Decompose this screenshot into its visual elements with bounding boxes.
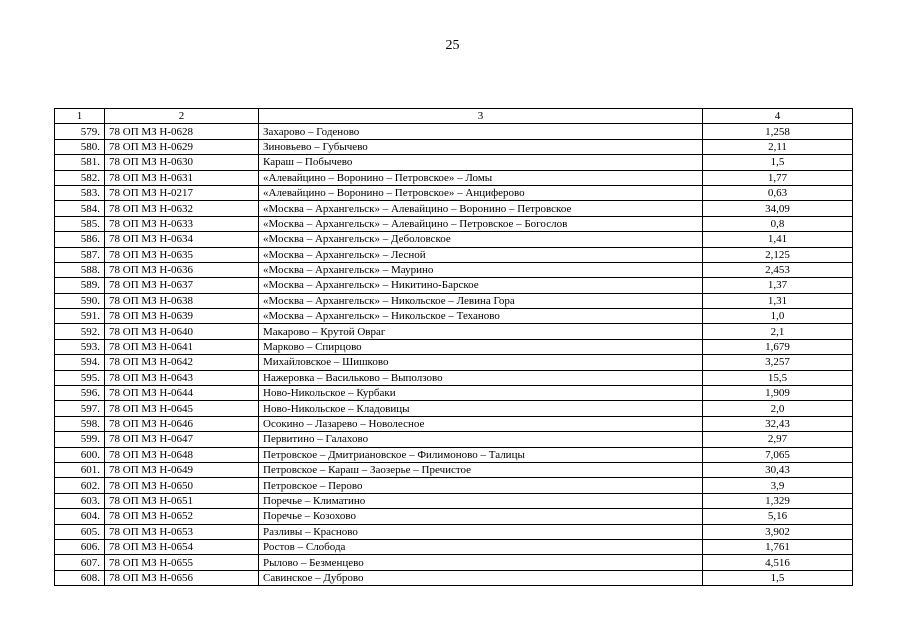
table-row <box>55 216 853 231</box>
road-length-cell: 2,97 <box>703 432 853 447</box>
road-length-cell: 1,329 <box>703 493 853 508</box>
row-number-cell: 589. <box>55 278 105 293</box>
road-length-cell: 1,761 <box>703 539 853 554</box>
road-code-cell: 78 ОП МЗ Н-0629 <box>105 139 259 154</box>
road-code-cell: 78 ОП МЗ Н-0628 <box>105 124 259 139</box>
row-number-cell: 584. <box>55 201 105 216</box>
road-name-cell: Петровское – Караш – Заозерье – Пречистое <box>259 462 703 477</box>
row-number-cell: 607. <box>55 555 105 570</box>
road-length-cell: 1,31 <box>703 293 853 308</box>
row-number-cell: 590. <box>55 293 105 308</box>
header-col-3: 3 <box>259 109 703 124</box>
road-name-cell: Зиновьево – Губычево <box>259 139 703 154</box>
road-code-cell: 78 ОП МЗ Н-0643 <box>105 370 259 385</box>
table-row <box>55 478 853 493</box>
row-number-cell: 592. <box>55 324 105 339</box>
road-name-cell: Первитино – Галахово <box>259 432 703 447</box>
road-name-cell: «Москва – Архангельск» – Никольское – Теханово <box>259 309 703 324</box>
road-name-cell: «Москва – Архангельск» – Никитино-Барское <box>259 278 703 293</box>
row-number-cell: 581. <box>55 155 105 170</box>
road-length-cell: 2,453 <box>703 262 853 277</box>
row-number-cell: 585. <box>55 216 105 231</box>
road-name-cell: Поречье – Климатино <box>259 493 703 508</box>
road-name-cell: Ростов – Слобода <box>259 539 703 554</box>
table-row <box>55 309 853 324</box>
road-name-cell: Марково – Спирцово <box>259 339 703 354</box>
road-name-cell: «Алевайцино – Воронино – Петровское» – Анциферово <box>259 185 703 200</box>
table-header <box>55 109 853 124</box>
table-row <box>55 416 853 431</box>
road-code-cell: 78 ОП МЗ Н-0652 <box>105 509 259 524</box>
road-code-cell: 78 ОП МЗ Н-0639 <box>105 309 259 324</box>
table-row <box>55 370 853 385</box>
road-code-cell: 78 ОП МЗ Н-0640 <box>105 324 259 339</box>
header-col-4: 4 <box>703 109 853 124</box>
road-code-cell: 78 ОП МЗ Н-0656 <box>105 570 259 585</box>
road-code-cell: 78 ОП МЗ Н-0638 <box>105 293 259 308</box>
row-number-cell: 579. <box>55 124 105 139</box>
table-row <box>55 155 853 170</box>
road-length-cell: 2,1 <box>703 324 853 339</box>
road-name-cell: Поречье – Козохово <box>259 509 703 524</box>
road-code-cell: 78 ОП МЗ Н-0635 <box>105 247 259 262</box>
row-number-cell: 591. <box>55 309 105 324</box>
road-length-cell: 1,5 <box>703 155 853 170</box>
table-row <box>55 339 853 354</box>
row-number-cell: 608. <box>55 570 105 585</box>
table-row <box>55 447 853 462</box>
table-row <box>55 555 853 570</box>
road-code-cell: 78 ОП МЗ Н-0648 <box>105 447 259 462</box>
road-length-cell: 32,43 <box>703 416 853 431</box>
road-code-cell: 78 ОП МЗ Н-0642 <box>105 355 259 370</box>
road-code-cell: 78 ОП МЗ Н-0634 <box>105 232 259 247</box>
row-number-cell: 580. <box>55 139 105 154</box>
table-row <box>55 232 853 247</box>
road-code-cell: 78 ОП МЗ Н-0653 <box>105 524 259 539</box>
row-number-cell: 600. <box>55 447 105 462</box>
table-row <box>55 493 853 508</box>
road-length-cell: 1,37 <box>703 278 853 293</box>
table-row <box>55 355 853 370</box>
road-length-cell: 3,902 <box>703 524 853 539</box>
row-number-cell: 605. <box>55 524 105 539</box>
table-row <box>55 539 853 554</box>
road-length-cell: 2,0 <box>703 401 853 416</box>
road-name-cell: «Алевайцино – Воронино – Петровское» – Ломы <box>259 170 703 185</box>
road-length-cell: 7,065 <box>703 447 853 462</box>
road-name-cell: Караш – Побычево <box>259 155 703 170</box>
road-name-cell: «Москва – Архангельск» – Деболовское <box>259 232 703 247</box>
road-code-cell: 78 ОП МЗ Н-0645 <box>105 401 259 416</box>
road-code-cell: 78 ОП МЗ Н-0647 <box>105 432 259 447</box>
road-code-cell: 78 ОП МЗ Н-0654 <box>105 539 259 554</box>
road-length-cell: 2,125 <box>703 247 853 262</box>
road-name-cell: Нажеровка – Васильково – Выползово <box>259 370 703 385</box>
row-number-cell: 602. <box>55 478 105 493</box>
row-number-cell: 601. <box>55 462 105 477</box>
table-row <box>55 247 853 262</box>
road-code-cell: 78 ОП МЗ Н-0646 <box>105 416 259 431</box>
row-number-cell: 588. <box>55 262 105 277</box>
road-name-cell: Петровское – Перово <box>259 478 703 493</box>
road-name-cell: Разливы – Красново <box>259 524 703 539</box>
header-col-2: 2 <box>105 109 259 124</box>
road-length-cell: 3,257 <box>703 355 853 370</box>
road-name-cell: Осокино – Лазарево – Новолесное <box>259 416 703 431</box>
road-code-cell: 78 ОП МЗ Н-0630 <box>105 155 259 170</box>
road-name-cell: «Москва – Архангельск» – Маурино <box>259 262 703 277</box>
table-row <box>55 170 853 185</box>
road-code-cell: 78 ОП МЗ Н-0632 <box>105 201 259 216</box>
table-row <box>55 324 853 339</box>
road-code-cell: 78 ОП МЗ Н-0633 <box>105 216 259 231</box>
row-number-cell: 582. <box>55 170 105 185</box>
row-number-cell: 597. <box>55 401 105 416</box>
row-number-cell: 594. <box>55 355 105 370</box>
road-length-cell: 1,77 <box>703 170 853 185</box>
table-row <box>55 262 853 277</box>
road-length-cell: 1,679 <box>703 339 853 354</box>
row-number-cell: 593. <box>55 339 105 354</box>
row-number-cell: 583. <box>55 185 105 200</box>
table-row <box>55 401 853 416</box>
road-code-cell: 78 ОП МЗ Н-0217 <box>105 185 259 200</box>
row-number-cell: 604. <box>55 509 105 524</box>
header-row <box>55 109 853 124</box>
road-name-cell: Макарово – Крутой Овраг <box>259 324 703 339</box>
road-code-cell: 78 ОП МЗ Н-0651 <box>105 493 259 508</box>
road-name-cell: Савинское – Дуброво <box>259 570 703 585</box>
row-number-cell: 606. <box>55 539 105 554</box>
road-length-cell: 34,09 <box>703 201 853 216</box>
road-length-cell: 4,516 <box>703 555 853 570</box>
table-row <box>55 185 853 200</box>
road-name-cell: «Москва – Архангельск» – Алевайцино – Петровское – Богослов <box>259 216 703 231</box>
road-name-cell: Михайловское – Шишково <box>259 355 703 370</box>
row-number-cell: 587. <box>55 247 105 262</box>
road-name-cell: Захарово – Годеново <box>259 124 703 139</box>
table-row <box>55 124 853 139</box>
road-name-cell: Ново-Никольское – Курбаки <box>259 386 703 401</box>
row-number-cell: 603. <box>55 493 105 508</box>
road-length-cell: 15,5 <box>703 370 853 385</box>
road-name-cell: «Москва – Архангельск» – Алевайцино – Воронино – Петровское <box>259 201 703 216</box>
road-code-cell: 78 ОП МЗ Н-0631 <box>105 170 259 185</box>
page-number: 25 <box>445 38 460 53</box>
table-row <box>55 386 853 401</box>
road-length-cell: 0,8 <box>703 216 853 231</box>
table-row <box>55 509 853 524</box>
road-length-cell: 3,9 <box>703 478 853 493</box>
road-length-cell: 1,258 <box>703 124 853 139</box>
road-length-cell: 1,0 <box>703 309 853 324</box>
header-col-1: 1 <box>55 109 105 124</box>
road-length-cell: 0,63 <box>703 185 853 200</box>
road-code-cell: 78 ОП МЗ Н-0637 <box>105 278 259 293</box>
road-length-cell: 2,11 <box>703 139 853 154</box>
road-code-cell: 78 ОП МЗ Н-0641 <box>105 339 259 354</box>
table-row <box>55 432 853 447</box>
row-number-cell: 596. <box>55 386 105 401</box>
table-row <box>55 462 853 477</box>
road-length-cell: 1,41 <box>703 232 853 247</box>
table-row <box>55 293 853 308</box>
table-row <box>55 201 853 216</box>
table-row <box>55 139 853 154</box>
roads-table <box>54 108 853 586</box>
road-name-cell: «Москва – Архангельск» – Никольское – Левина Гора <box>259 293 703 308</box>
table-row <box>55 570 853 585</box>
road-name-cell: «Москва – Архангельск» – Лесной <box>259 247 703 262</box>
road-code-cell: 78 ОП МЗ Н-0650 <box>105 478 259 493</box>
road-name-cell: Ново-Никольское – Кладовицы <box>259 401 703 416</box>
road-code-cell: 78 ОП МЗ Н-0655 <box>105 555 259 570</box>
row-number-cell: 586. <box>55 232 105 247</box>
row-number-cell: 595. <box>55 370 105 385</box>
table-row <box>55 524 853 539</box>
table-row <box>55 278 853 293</box>
road-code-cell: 78 ОП МЗ Н-0644 <box>105 386 259 401</box>
road-length-cell: 30,43 <box>703 462 853 477</box>
road-code-cell: 78 ОП МЗ Н-0649 <box>105 462 259 477</box>
road-name-cell: Петровское – Дмитриановское – Филимоново – Талицы <box>259 447 703 462</box>
row-number-cell: 598. <box>55 416 105 431</box>
road-name-cell: Рылово – Безменцево <box>259 555 703 570</box>
road-length-cell: 5,16 <box>703 509 853 524</box>
road-code-cell: 78 ОП МЗ Н-0636 <box>105 262 259 277</box>
road-length-cell: 1,909 <box>703 386 853 401</box>
road-length-cell: 1,5 <box>703 570 853 585</box>
row-number-cell: 599. <box>55 432 105 447</box>
table-body <box>55 124 853 586</box>
